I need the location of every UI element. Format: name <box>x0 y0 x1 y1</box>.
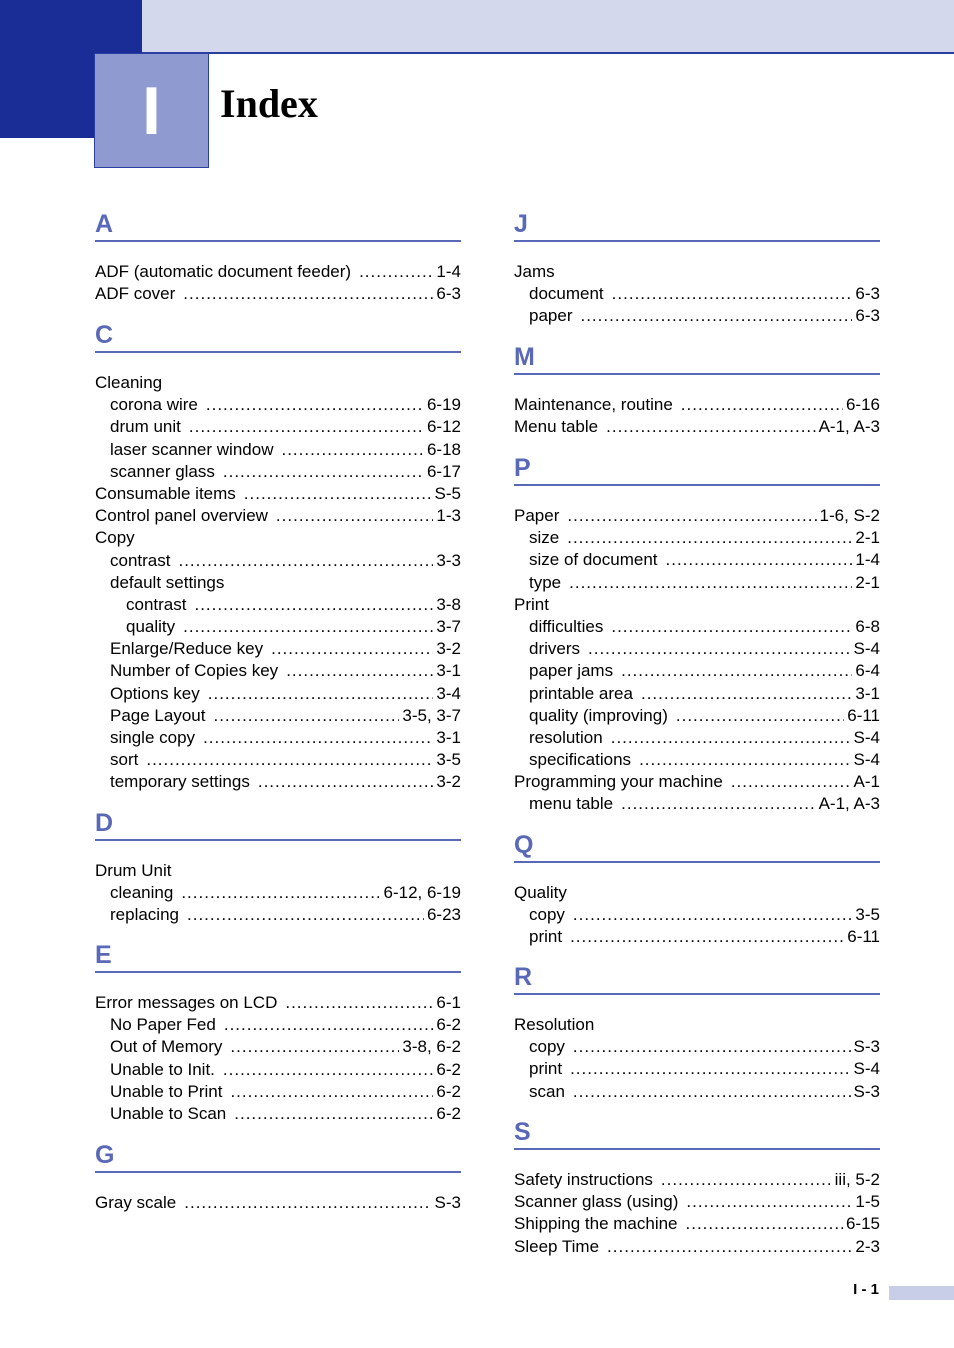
index-page-ref: 6-1 <box>436 993 461 1012</box>
index-entry <box>514 904 880 926</box>
dot-leader <box>213 705 399 727</box>
index-page-ref: 6-12, 6-19 <box>383 883 461 903</box>
section-letter: J <box>514 210 880 242</box>
index-entry <box>95 1036 461 1058</box>
index-entry <box>514 1236 880 1258</box>
section-letter: G <box>95 1141 461 1173</box>
index-page-ref: S-3 <box>434 1193 461 1212</box>
index-term: Unable to Print <box>110 1081 223 1101</box>
dot-leader <box>178 550 433 572</box>
index-term: sort <box>110 750 139 770</box>
index-page-ref: 6-4 <box>855 661 880 681</box>
index-term: Maintenance, routine <box>514 395 673 414</box>
dot-leader <box>661 1169 832 1191</box>
index-entry-list <box>514 261 880 328</box>
index-term: replacing <box>110 905 179 925</box>
index-entry <box>95 992 461 1014</box>
index-entry <box>514 749 880 771</box>
index-page-ref: 1-5 <box>855 1192 880 1212</box>
index-term: scan <box>529 1081 565 1101</box>
index-term: Shipping the machine <box>514 1214 678 1234</box>
chapter-letter: I <box>142 72 161 149</box>
index-entry-list <box>95 1192 461 1214</box>
dot-leader <box>641 683 852 705</box>
index-section-d <box>95 809 461 927</box>
dot-leader <box>621 793 815 815</box>
index-term: Error messages on LCD <box>95 993 278 1012</box>
dot-leader <box>569 572 852 594</box>
index-entry <box>514 793 880 815</box>
index-page-ref: 6-8 <box>855 616 880 636</box>
index-term: Unable to Init. <box>110 1059 215 1079</box>
dot-leader <box>187 904 424 926</box>
index-entry <box>95 683 461 705</box>
index-entry <box>95 416 461 438</box>
index-term: single copy <box>110 728 196 747</box>
index-entry <box>514 683 880 705</box>
dot-leader <box>567 527 852 549</box>
index-term: corona wire <box>110 395 198 415</box>
index-entry <box>514 594 880 616</box>
index-page-ref: 3-5 <box>855 905 880 925</box>
index-page-ref: 1-4 <box>855 550 880 570</box>
index-entry <box>514 549 880 571</box>
index-page-ref: 3-1 <box>436 661 461 681</box>
index-entry <box>514 305 880 327</box>
index-entry-list <box>95 860 461 927</box>
index-entry-list <box>514 505 880 816</box>
index-entry <box>95 394 461 416</box>
index-entry <box>514 394 880 416</box>
index-term: ADF cover <box>95 284 176 304</box>
index-entry <box>514 1191 880 1213</box>
index-page-ref: 2-1 <box>855 572 880 592</box>
index-page-ref: 1-3 <box>436 506 461 526</box>
index-entry <box>514 572 880 594</box>
dot-leader <box>570 926 844 948</box>
index-term: menu table <box>529 794 614 814</box>
index-entry <box>95 705 461 727</box>
index-page-ref: 6-3 <box>436 284 461 304</box>
index-entry <box>514 505 880 527</box>
index-term: quality (improving) <box>529 705 668 725</box>
dot-leader <box>681 394 843 416</box>
dot-leader <box>686 1191 852 1213</box>
index-page-ref: 6-15 <box>845 1214 880 1234</box>
dot-leader <box>181 882 380 904</box>
index-section-g <box>95 1141 461 1214</box>
index-page-ref: 2-3 <box>855 1236 880 1256</box>
index-entry <box>514 416 880 438</box>
index-page-ref: A-1 <box>853 772 880 792</box>
dot-leader <box>271 638 433 660</box>
index-page-ref: 3-2 <box>436 772 461 792</box>
index-term: Number of Copies key <box>110 661 279 681</box>
index-section-q <box>514 831 880 949</box>
index-entry-list <box>514 1014 880 1103</box>
index-entry <box>95 527 461 549</box>
index-term: Print <box>514 594 549 614</box>
index-page-ref: 6-2 <box>436 1015 461 1035</box>
index-page-ref: 6-2 <box>436 1103 461 1123</box>
index-entry-list <box>95 261 461 305</box>
dot-leader <box>194 594 433 616</box>
index-entry <box>514 1169 880 1191</box>
index-entry <box>514 283 880 305</box>
index-entry <box>95 727 461 749</box>
index-term: paper jams <box>529 661 614 681</box>
index-section-a <box>95 210 461 305</box>
dot-leader <box>203 727 433 749</box>
index-entry <box>514 727 880 749</box>
index-page-ref: 6-23 <box>426 905 461 925</box>
dot-leader <box>573 1036 851 1058</box>
dot-leader <box>276 505 434 527</box>
index-entry <box>95 616 461 638</box>
page-title: Index <box>220 81 318 126</box>
index-term: Unable to Scan <box>110 1103 227 1123</box>
index-term: Cleaning <box>95 373 163 392</box>
dot-leader <box>588 638 851 660</box>
dot-leader <box>686 1213 843 1235</box>
index-page-ref: 6-2 <box>436 1081 461 1101</box>
index-page-ref: 3-1 <box>855 683 880 703</box>
index-section-e <box>95 941 461 1125</box>
section-letter: E <box>95 941 461 973</box>
index-page-ref: 6-12 <box>426 417 461 437</box>
index-page-ref: 3-5, 3-7 <box>402 705 461 725</box>
dot-leader <box>183 283 433 305</box>
section-letter: C <box>95 321 461 353</box>
index-term: Out of Memory <box>110 1037 223 1057</box>
index-entry <box>514 1014 880 1036</box>
index-page-ref: 3-4 <box>436 683 461 703</box>
index-term: type <box>529 572 562 592</box>
index-entry <box>514 527 880 549</box>
index-entry <box>95 550 461 572</box>
index-entry <box>514 1036 880 1058</box>
index-page-ref: 6-18 <box>426 439 461 459</box>
dot-leader <box>573 904 853 926</box>
dot-leader <box>676 705 844 727</box>
index-page-ref: 3-8, 6-2 <box>402 1037 461 1057</box>
index-entry-list <box>95 372 461 794</box>
dot-leader <box>606 416 815 438</box>
index-entry <box>95 483 461 505</box>
index-term: drum unit <box>110 417 181 437</box>
dot-leader <box>206 394 424 416</box>
dot-leader <box>621 660 852 682</box>
index-entry <box>95 860 461 882</box>
header-band <box>142 0 954 54</box>
dot-leader <box>611 616 852 638</box>
index-page-ref: 3-5 <box>436 750 461 770</box>
dot-leader <box>230 1081 433 1103</box>
index-section-r <box>514 963 880 1103</box>
index-entry <box>95 1059 461 1081</box>
index-term: print <box>529 1059 563 1079</box>
index-term: copy <box>529 905 565 925</box>
index-term: size <box>529 528 560 548</box>
index-term: quality <box>126 617 176 637</box>
index-page-ref: S-3 <box>853 1037 880 1057</box>
index-page-ref: S-4 <box>853 750 880 770</box>
index-page-ref: S-4 <box>853 1059 880 1079</box>
dot-leader <box>639 749 850 771</box>
index-page-ref: 3-7 <box>436 617 461 637</box>
index-term: laser scanner window <box>110 439 274 459</box>
index-page-ref: 6-17 <box>426 461 461 481</box>
dot-leader <box>607 1236 852 1258</box>
section-letter: D <box>95 809 461 841</box>
section-letter: S <box>514 1118 880 1150</box>
index-term: Safety instructions <box>514 1170 653 1189</box>
section-letter: P <box>514 454 880 486</box>
dot-leader <box>189 416 424 438</box>
index-entry <box>95 372 461 394</box>
index-term: Jams <box>514 262 555 281</box>
index-term: No Paper Fed <box>110 1015 216 1035</box>
index-entry <box>514 616 880 638</box>
index-page-ref: S-4 <box>853 639 880 659</box>
dot-leader <box>567 505 816 527</box>
index-entry <box>95 572 461 594</box>
index-entry <box>95 771 461 793</box>
index-term: Consumable items <box>95 483 236 503</box>
index-term: scanner glass <box>110 461 215 481</box>
index-entry <box>95 1014 461 1036</box>
dot-leader <box>281 439 424 461</box>
index-page-ref: 1-6, S-2 <box>819 506 880 525</box>
dot-leader <box>230 1036 399 1058</box>
index-entry <box>95 1103 461 1125</box>
dot-leader <box>224 1014 434 1036</box>
index-page-ref: 6-3 <box>855 306 880 326</box>
page-number: I - 1 <box>853 1281 879 1298</box>
dot-leader <box>234 1103 433 1125</box>
dot-leader <box>285 992 433 1014</box>
index-entry <box>95 283 461 305</box>
dot-leader <box>359 261 433 283</box>
index-term: Control panel overview <box>95 506 268 526</box>
index-entry <box>514 1058 880 1080</box>
index-term: ADF (automatic document feeder) <box>95 262 352 281</box>
index-entry <box>95 461 461 483</box>
index-page-ref: 6-2 <box>436 1059 461 1079</box>
index-page-ref: S-3 <box>853 1081 880 1101</box>
index-page-ref: 6-19 <box>426 395 461 415</box>
index-term: Options key <box>110 683 200 703</box>
index-page-ref: 6-11 <box>847 927 880 947</box>
index-term: Resolution <box>514 1015 595 1034</box>
index-term: Page Layout <box>110 705 206 725</box>
dot-leader <box>611 727 851 749</box>
index-term: difficulties <box>529 616 604 636</box>
index-term: document <box>529 284 604 304</box>
index-term: Gray scale <box>95 1193 177 1212</box>
index-page-ref: S-5 <box>434 483 461 503</box>
index-page-ref: A-1, A-3 <box>818 794 880 814</box>
index-entry <box>95 904 461 926</box>
index-term: Quality <box>514 883 567 902</box>
index-entry <box>514 1081 880 1103</box>
index-term: contrast <box>126 594 187 614</box>
section-letter: Q <box>514 831 880 863</box>
index-section-c <box>95 321 461 794</box>
index-page-ref: A-1, A-3 <box>818 417 880 437</box>
index-section-p <box>514 454 880 816</box>
index-term: print <box>529 927 563 947</box>
index-page-ref: 2-1 <box>855 528 880 548</box>
index-entry <box>514 261 880 283</box>
index-page-ref: 3-8 <box>436 594 461 614</box>
index-term: Menu table <box>514 417 599 437</box>
index-entry <box>95 594 461 616</box>
dot-leader <box>731 771 851 793</box>
dot-leader <box>183 616 433 638</box>
index-entry-list <box>514 882 880 949</box>
index-entry <box>514 771 880 793</box>
dot-leader <box>258 771 434 793</box>
index-section-m <box>514 343 880 438</box>
footer-bar <box>889 1286 954 1300</box>
index-page-ref: 6-16 <box>845 395 880 414</box>
index-page-ref: 3-1 <box>436 728 461 747</box>
index-entry <box>95 660 461 682</box>
section-letter: M <box>514 343 880 375</box>
index-section-j <box>514 210 880 328</box>
index-term: drivers <box>529 639 581 659</box>
index-entry-list <box>95 992 461 1125</box>
index-term: specifications <box>529 750 632 770</box>
index-page-ref: S-4 <box>853 727 880 747</box>
dot-leader <box>666 549 853 571</box>
index-term: contrast <box>110 550 171 570</box>
index-entry-list <box>514 1169 880 1258</box>
index-entry-list <box>514 394 880 438</box>
index-page-ref: iii, 5-2 <box>834 1170 880 1189</box>
dot-leader <box>612 283 853 305</box>
index-term: Programming your machine <box>514 772 723 792</box>
dot-leader <box>244 483 432 505</box>
index-page-ref: 6-3 <box>855 284 880 304</box>
section-letter: R <box>514 963 880 995</box>
section-letter: A <box>95 210 461 242</box>
index-term: temporary settings <box>110 772 250 792</box>
dot-leader <box>184 1192 431 1214</box>
index-entry <box>95 638 461 660</box>
index-term: Sleep Time <box>514 1236 600 1256</box>
index-entry <box>95 882 461 904</box>
index-section-s <box>514 1118 880 1258</box>
index-term: size of document <box>529 550 658 570</box>
index-entry <box>514 1213 880 1235</box>
index-page-ref: 3-2 <box>436 639 461 659</box>
index-entry <box>95 505 461 527</box>
index-term: Drum Unit <box>95 861 172 880</box>
dot-leader <box>580 305 852 327</box>
chapter-tab <box>94 53 209 168</box>
index-page-ref: 3-3 <box>436 550 461 570</box>
index-term: Scanner glass (using) <box>514 1192 679 1212</box>
index-term: cleaning <box>110 883 174 903</box>
dot-leader <box>286 660 433 682</box>
index-term: default settings <box>110 572 225 592</box>
dot-leader <box>208 683 434 705</box>
index-entry <box>514 926 880 948</box>
index-entry <box>95 261 461 283</box>
index-entry <box>95 1081 461 1103</box>
index-page-ref: 1-4 <box>436 262 461 281</box>
index-term: resolution <box>529 727 603 747</box>
index-entry <box>514 638 880 660</box>
index-term: Copy <box>95 528 135 548</box>
dot-leader <box>223 461 424 483</box>
index-page-ref: 6-11 <box>847 705 880 725</box>
index-term: Enlarge/Reduce key <box>110 639 264 659</box>
index-term: printable area <box>529 683 633 703</box>
dot-leader <box>570 1058 850 1080</box>
index-entry <box>514 882 880 904</box>
index-term: paper <box>529 306 573 326</box>
index-entry <box>95 1192 461 1214</box>
dot-leader <box>223 1059 434 1081</box>
dot-leader <box>146 749 433 771</box>
index-term: Paper <box>514 506 560 525</box>
index-entry <box>95 749 461 771</box>
index-entry <box>95 439 461 461</box>
index-term: copy <box>529 1037 565 1057</box>
index-entry <box>514 660 880 682</box>
index-entry <box>514 705 880 727</box>
dot-leader <box>573 1081 851 1103</box>
